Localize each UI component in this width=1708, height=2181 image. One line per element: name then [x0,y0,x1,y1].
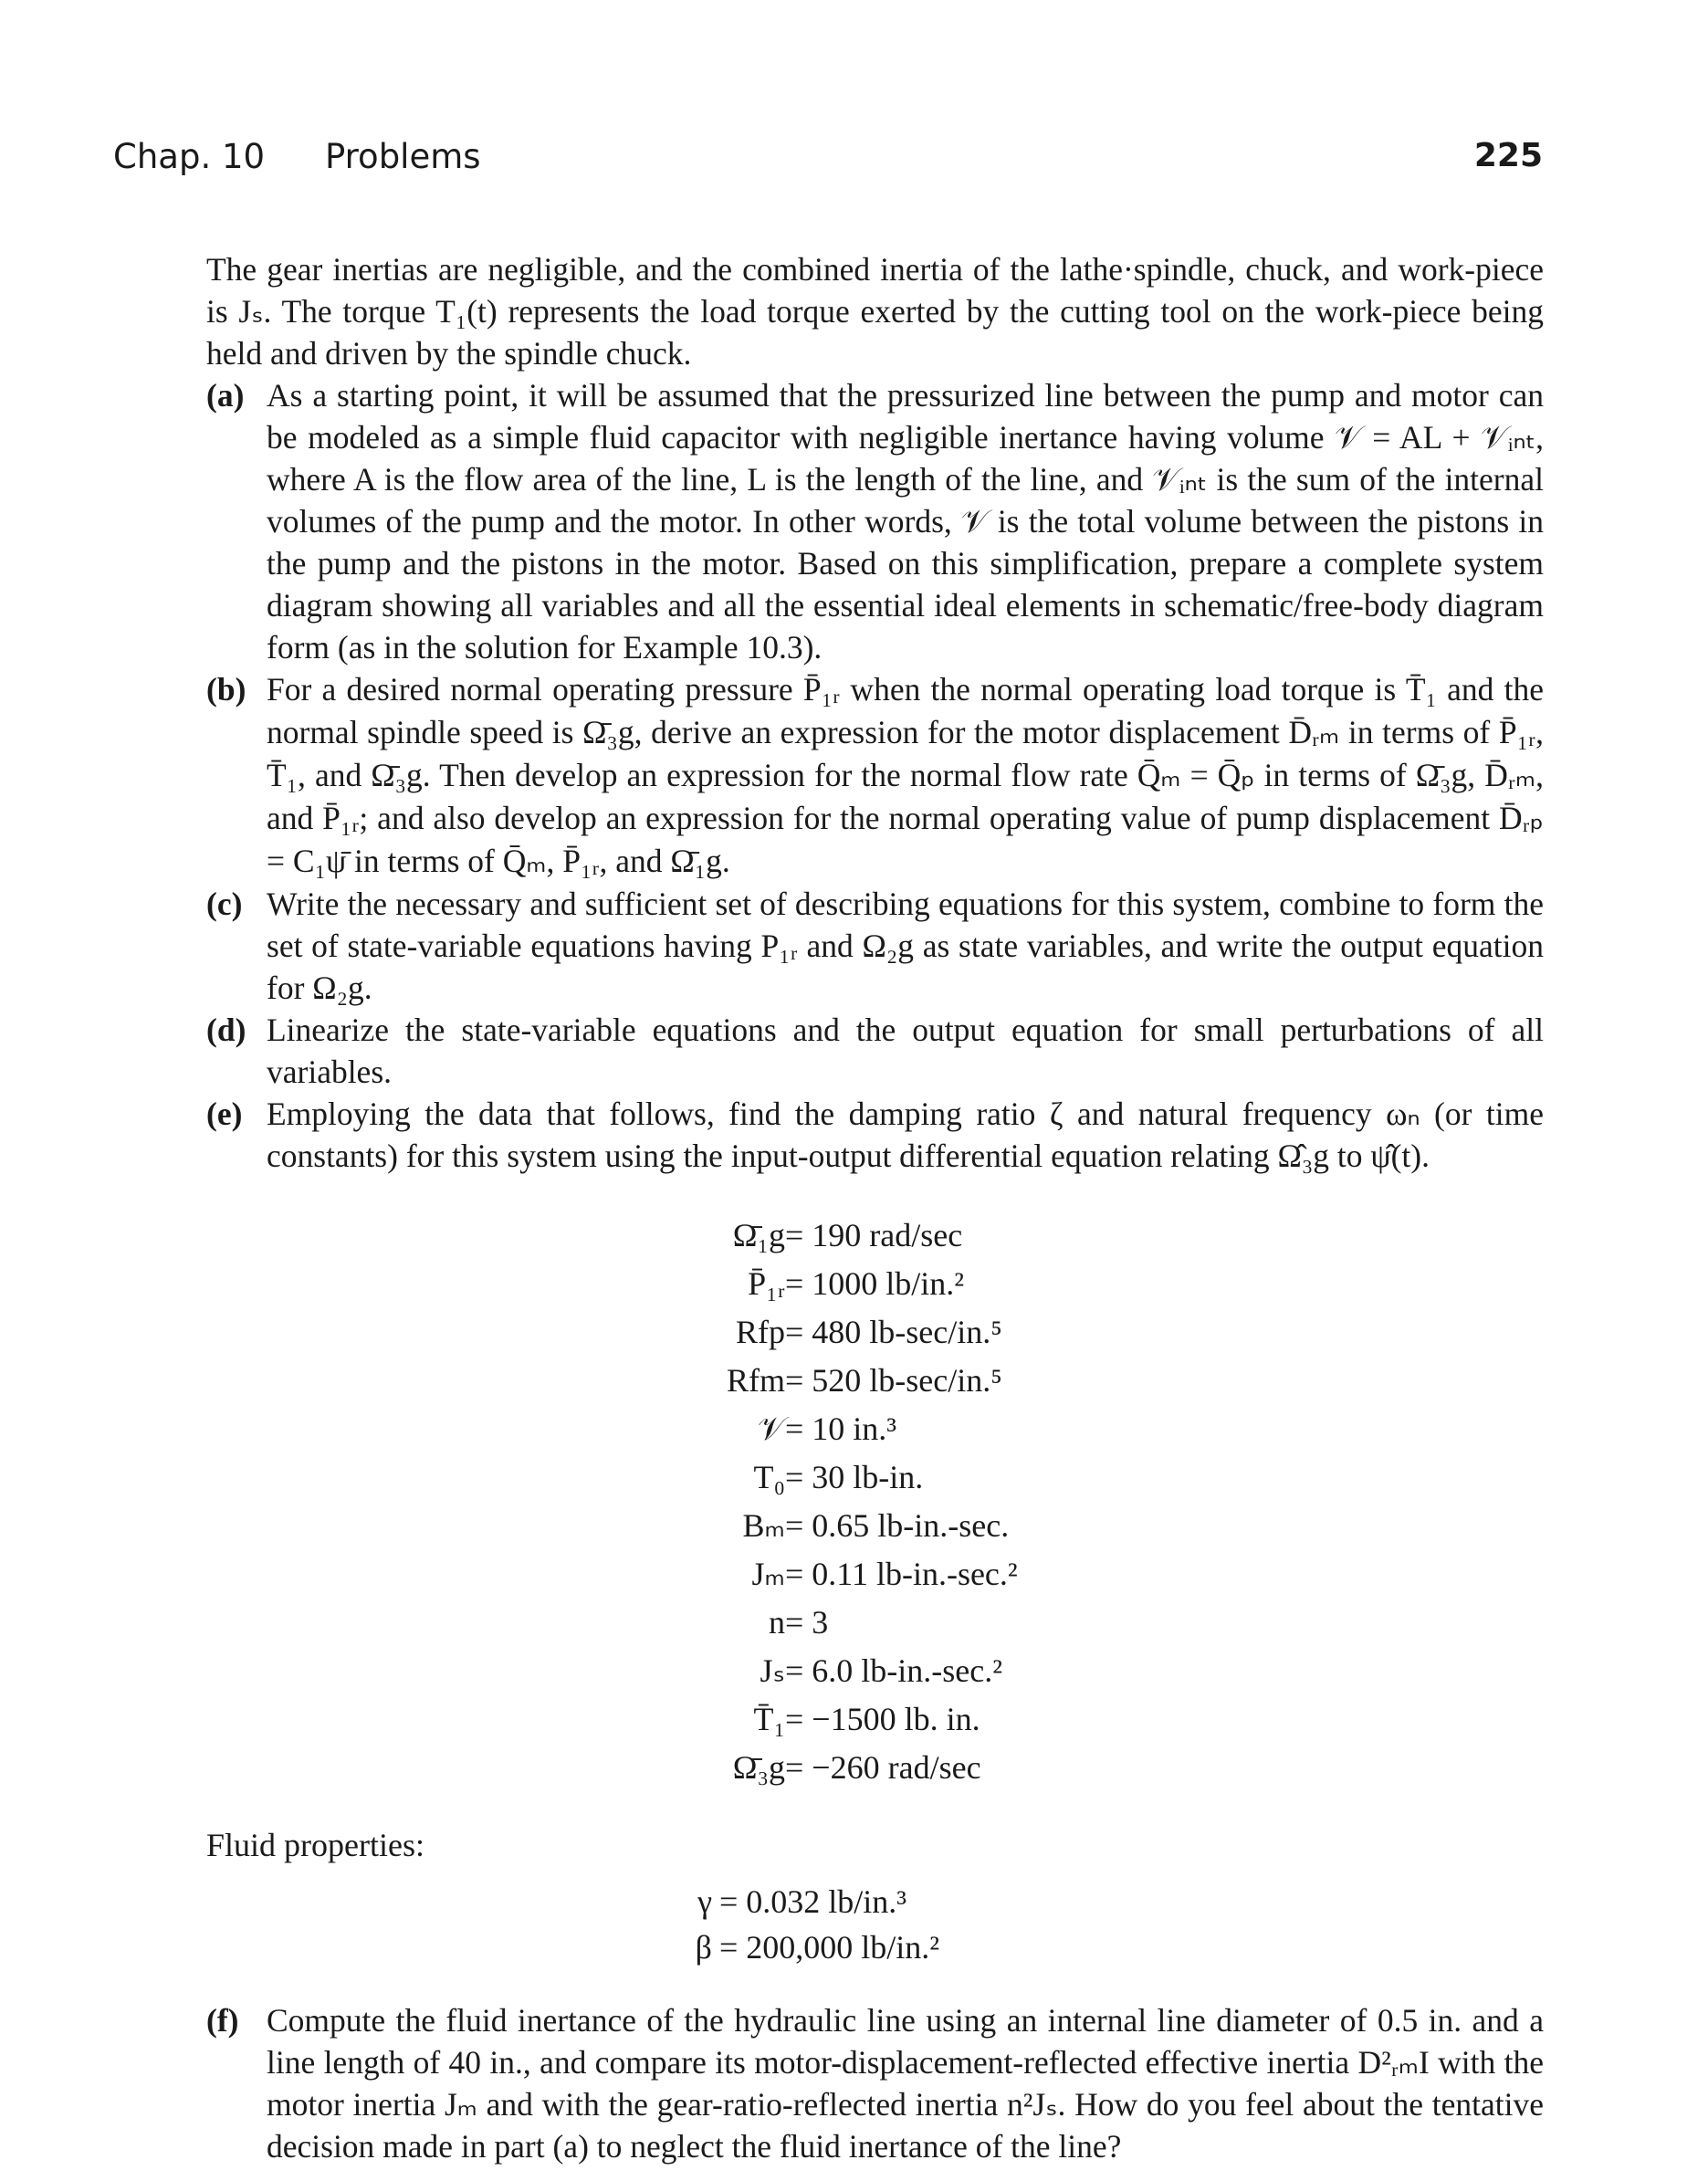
part-f-body [206,1999,1544,2167]
part-e [206,1093,1544,1177]
part-text: As a starting point, it will be assumed that the pressurized line between the pump and motor can be modeled as a simple fluid capacitor with negligible inertance having volume 𝒱 = AL + 𝒱ᵢₙₜ, where A is the flow area of the line, L is the length of the line, and 𝒱ᵢₙₜ is the sum of the internal volumes of the pump and the motor. In other words, 𝒱 is the total volume between the pistons in the pump and the pistons in the motor. Based on this simplification, prepare a complete system diagram showing all variables and all the essential ideal elements in schematic/free-body diagram form (as in the solution for Example 10.3). [267,377,1544,666]
data-value: = 1000 lb/in.² [785,1265,965,1302]
data-symbol: P̄₁ᵣ [748,1265,785,1302]
data-value: = 6.0 lb-in.-sec.² [785,1652,1003,1689]
data-symbol: T̄₁ [753,1701,785,1737]
data-symbol: Jₘ [751,1556,785,1592]
part-label: (b) [206,671,246,708]
part-text: Write the necessary and sufficient set of describing equations for this system, combine to form the set of state-variable equations having P₁ᵣ and Ω₂g as state variables, and write the output equation for Ω₂g. [267,886,1544,1006]
data-value: = 0.11 lb-in.-sec.² [785,1556,1018,1592]
part-text: Employing the data that follows, find the damping ratio ζ and natural frequency ωₙ (or time constants) for this system using the input-output differential equation relating Ω̂₃g to ψ̂(t). [267,1096,1544,1174]
fluid-symbol: β [695,1929,712,1966]
data-symbol: Ω̄₁g [732,1217,785,1253]
data-value: = 10 in.³ [785,1410,897,1447]
data-value: = 0.65 lb-in.-sec. [785,1507,1010,1544]
page-number: 225 [1473,137,1543,174]
data-symbol: Bₘ [742,1507,785,1544]
section-title: Problems [325,137,481,176]
data-value: = 3 [785,1604,829,1641]
data-value: = 30 lb-in. [785,1459,924,1495]
data-value: = 480 lb-sec/in.⁵ [785,1314,1002,1350]
part-label: (e) [206,1096,243,1132]
data-value: = 520 lb-sec/in.⁵ [785,1362,1002,1399]
part-label: (d) [206,1012,246,1048]
data-value: = 190 rad/sec [785,1217,963,1253]
part-label: (f) [206,2002,239,2039]
fluid-value: = 200,000 lb/in.² [719,1929,940,1966]
part-text: Linearize the state-variable equations and the output equation for small perturbations of all variables. [267,1012,1544,1090]
part-text: Compute the fluid inertance of the hydraulic line using an internal line diameter of 0.5 in. and a line length of 40 in., and compare its motor-displacement-reflected effective inertia D²ᵣₘI with the motor inertia Jₘ and with the gear-ratio-reflected inertia n²Jₛ. How do you feel about the tentative decision made in part (a) to neglect the fluid inertance of the line? [267,2002,1544,2165]
data-symbol: 𝒱 [758,1410,785,1447]
problem-parts-list [206,374,1544,1177]
data-symbol: n [769,1604,785,1641]
part-c [206,883,1544,1009]
part-label: (c) [206,886,243,922]
data-value: = −1500 lb. in. [785,1701,980,1737]
data-symbol: Rfm [726,1362,785,1399]
part-label: (a) [206,377,245,414]
data-symbol: Ω̄₃g [732,1749,785,1786]
chapter-label: Chap. 10 [113,137,266,176]
data-symbol: Jₛ [760,1652,785,1689]
data-symbol: Rfp [736,1314,785,1350]
fluid-properties-label: Fluid properties: [206,1827,424,1863]
fluid-value: = 0.032 lb/in.³ [719,1883,907,1920]
part-a [206,374,1544,668]
intro-paragraph: The gear inertias are negligible, and the combined inertia of the lathe·spindle, chuck, and work-piece is Jₛ. The torque T₁(t) represents the load torque exerted by the cutting tool on the work-piece being held and driven by the spindle chuck. [206,251,1544,372]
data-symbol: T₀ [753,1459,785,1495]
part-b [206,668,1544,883]
data-value: = −260 rad/sec [785,1749,981,1786]
fluid-symbol: γ [697,1883,712,1920]
part-text: For a desired normal operating pressure P̄₁ᵣ when the normal operating load torque is T̄₁ and the normal spindle speed is Ω̄₃g, derive an expression for the motor displacement D̄ᵣₘ in terms of P̄₁ᵣ, T̄₁, and Ω̄₃g. Then develop an expression for the normal flow rate Q̄ₘ = Q̄ₚ in terms of Ω̄₃g, D̄ᵣₘ, and P̄₁ᵣ; and also develop an expression for the normal operating value of pump displacement D̄ᵣₚ = C₁ψ̄ in terms of Q̄ₘ, P̄₁ᵣ, and Ω̄₁g. [267,671,1544,879]
part-d [206,1009,1544,1093]
part-f [206,1999,1544,2167]
